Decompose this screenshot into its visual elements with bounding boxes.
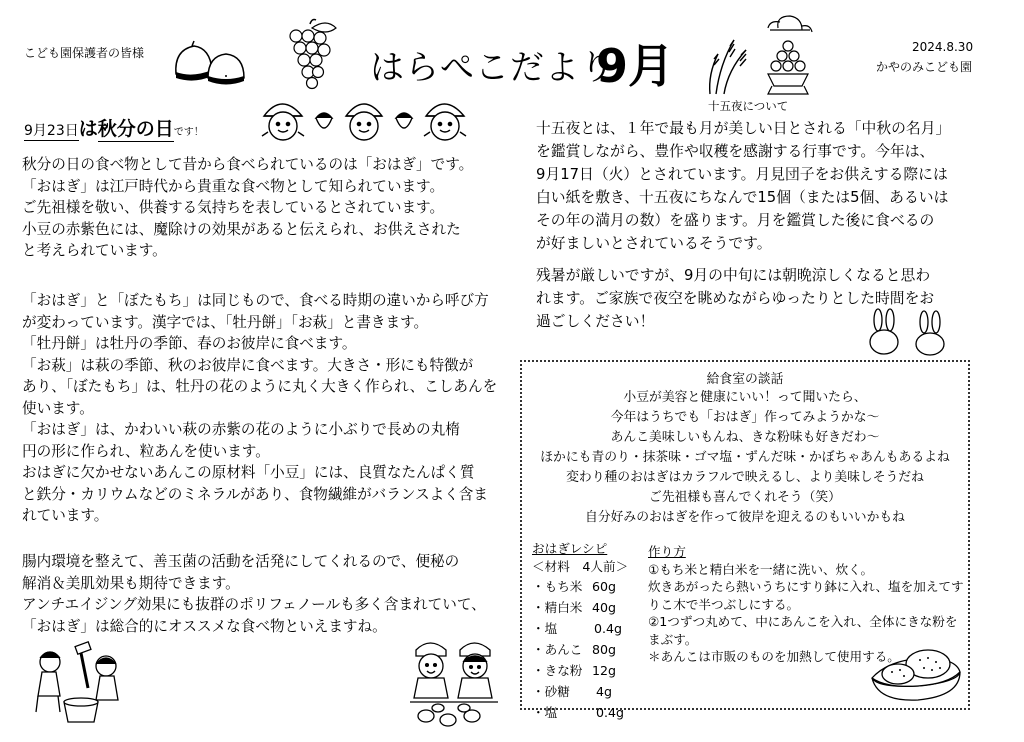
ingredient-name: ・もち米 [532, 579, 583, 594]
text-line: 「おはぎ」は江戸時代から貴重な食べ物として知られています。 [22, 177, 445, 195]
ingredient-row [532, 639, 642, 660]
text-line: れます。ご家族で夜空を眺めながらゆったりとした時間をお [536, 290, 935, 307]
kitchen-talk-lines [522, 388, 968, 528]
moon-dango-icon [706, 14, 816, 96]
talk-line: あんこ美味しいもんね、きな粉味も好きだわ～ [610, 430, 880, 445]
recipe-servings: ＜材料 4人前＞ [532, 559, 629, 574]
text-line: 過ごしください！ [536, 313, 655, 330]
ingredient-name: ・あんこ [532, 642, 583, 657]
chestnut-icon [170, 38, 250, 84]
heading-holiday: 秋分の日 [97, 118, 174, 140]
ohagi-plate-icon [868, 638, 964, 702]
para-ohagi-intro [22, 154, 510, 262]
ingredient-amount: 0.4g [596, 705, 625, 720]
method-line: りこ木で半つぶしにする。 [648, 596, 800, 612]
ingredient-amount: 4g [596, 684, 613, 699]
text-line: あり、「ぼたもち」は、牡丹の花のように丸く大きく作られ、こしあんを [22, 378, 498, 395]
newsletter-title: はらぺこだより [370, 48, 615, 88]
recipe-title: おはぎレシピ [532, 541, 608, 556]
ingredient-row [532, 618, 642, 639]
text-line: 十五夜とは、１年で最も月が美しい日とされる「中秋の名月」 [536, 120, 951, 137]
text-line: を鑑賞しながら、豊作や収穫を感謝する行事です。今年は、 [536, 143, 935, 160]
text-line: アンチエイジング効果にも抜群のポリフェノールも多く含まれていて、 [22, 596, 486, 613]
recipe-section [532, 540, 642, 723]
rabbit-icon [864, 308, 952, 356]
ingredient-name: ・塩 [532, 705, 558, 720]
ingredient-row [532, 681, 642, 702]
heading-suffix: です！ [173, 127, 204, 138]
acorn-character-icon [258, 96, 480, 142]
text-line: と鉄分・カリウムなどのミネラルがあり、食物繊維がバランスよく含ま [22, 485, 488, 503]
ingredient-row [532, 660, 642, 681]
ingredient-amount: 0.4g [594, 621, 623, 636]
jugoya-subtitle: 十五夜について [708, 99, 789, 113]
method-line: ①もち米と精白米を一緒に洗い、炊く。 [648, 561, 874, 577]
text-line: 残暑が厳しいですが、9月の中旬には朝晩涼しくなると思わ [536, 267, 931, 284]
text-line: れています。 [22, 507, 109, 524]
ingredient-name: ・精白米 [532, 600, 583, 615]
ingredient-amount: 12g [592, 663, 617, 678]
para-jugoya [536, 117, 976, 255]
talk-line: 変わり種のおはぎはカラフルで映えるし、より美味しそうだね [566, 470, 924, 485]
kitchen-talk-title: 給食室の談話 [706, 372, 784, 387]
text-line: 秋分の日の食べ物として昔から食べられているのは「おはぎ」です。 [22, 156, 474, 173]
issue-date: 2024.8.30 [912, 40, 974, 54]
text-line: その年の満月の数）を盛ります。月を鑑賞した後に食べるの [536, 212, 935, 229]
ingredient-amount: 60g [592, 579, 617, 594]
text-line: 「おはぎ」は総合的にオススメな食べ物といえますね。 [22, 617, 387, 635]
talk-line: 小豆が美容と健康にいい！って聞いたら、 [623, 390, 867, 405]
text-line: 解消＆美肌効果も期待できます。 [22, 574, 240, 592]
text-line: 「お萩」は萩の季節、秋のお彼岸に食べます。大きさ・形にも特徴が [22, 356, 474, 374]
ingredient-amount: 40g [592, 600, 617, 615]
heading-particle: は [78, 118, 98, 140]
text-line: 「おはぎ」と「ぼたもち」は同じもので、食べる時期の違いから呼び方 [22, 292, 489, 309]
text-line: 腸内環境を整えて、善玉菌の活動を活発にしてくれるので、便秘の [22, 553, 460, 570]
children-cooking-icon [408, 636, 500, 734]
text-line: が好ましいとされているそうです。 [536, 235, 772, 252]
autumn-equinox-heading [24, 114, 204, 141]
text-line: が変わっています。漢字では、「牡丹餅」「お萩」と書きます。 [22, 313, 429, 331]
ingredient-name: ・砂糖 [532, 684, 570, 699]
text-line: と考えられています。 [22, 242, 167, 259]
ingredient-name: ・きな粉 [532, 663, 583, 678]
ingredient-row [532, 702, 642, 723]
ingredient-row [532, 597, 642, 618]
mochi-pounding-kids-icon [28, 642, 128, 724]
text-line: おはぎに欠かせないあんこの原材料「小豆」には、良質なたんぱく質 [22, 464, 475, 481]
text-line: 白い紙を敷き、十五夜にちなんで15個（または5個、あるいは [536, 189, 949, 206]
grape-icon [282, 18, 340, 90]
method-line: まぶす。 [648, 631, 698, 647]
method-title: 作り方 [648, 544, 686, 559]
text-line: 「おはぎ」は、かわいい萩の赤紫の花のように小ぶりで長めの丸楕 [22, 421, 460, 438]
text-line: 9月17日（火）とされています。月見団子をお供えする際には [536, 166, 948, 183]
method-line: 炊きあがったら熱いうちにすり鉢に入れ、塩を加えてす [648, 579, 964, 594]
school-name: かやのみこども園 [876, 60, 973, 74]
para-health-benefits [22, 551, 510, 637]
heading-date: 9月23日 [24, 123, 79, 139]
talk-line: ご先祖様も喜んでくれそう（笑） [649, 490, 841, 505]
method-line: ②1つずつ丸めて、中にあんこを入れ、全体にきな粉を [648, 614, 958, 629]
greeting: こども園保護者の皆様 [24, 46, 145, 60]
text-line: 「牡丹餅」は牡丹の季節、春のお彼岸に食べます。 [22, 335, 357, 352]
text-line: 使います。 [22, 399, 94, 417]
talk-line: 今年はうちでも「おはぎ」作ってみようかな～ [610, 410, 880, 425]
talk-line: ほかにも青のり・抹茶味・ゴマ塩・ずんだ味・かぼちゃあんもあるよね [540, 450, 950, 465]
ingredient-amount: 80g [592, 642, 617, 657]
method-line: ＊あんこは市販のものを加熱して使用する。 [648, 649, 900, 664]
newsletter-month: 9月 [596, 39, 675, 93]
text-line: 小豆の赤紫色には、魔除けの効果があると伝えられ、お供えされた [22, 220, 461, 238]
para-ohagi-botamochi [22, 290, 510, 527]
text-line: ご先祖様を敬い、供養する気持ちを表しているとされています。 [22, 199, 445, 216]
ingredient-row [532, 576, 642, 597]
ingredient-name: ・塩 [532, 621, 558, 636]
text-line: 円の形に作られ、粒あんを使います。 [22, 442, 270, 460]
talk-line: 自分好みのおはぎを作って彼岸を迎えるのもいいかもね [585, 510, 905, 525]
